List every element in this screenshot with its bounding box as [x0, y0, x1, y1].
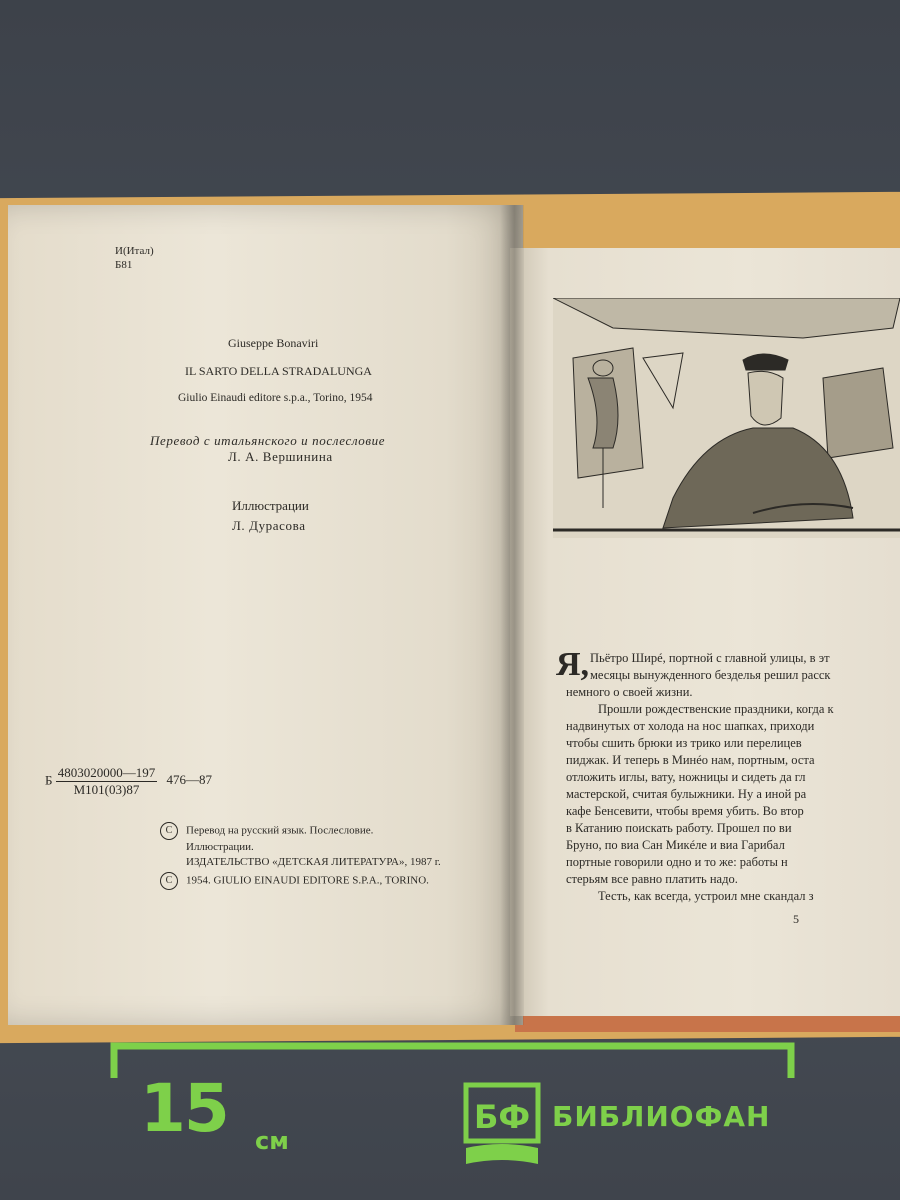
- book-gutter: [500, 205, 524, 1025]
- illustrator-name: Л. Дурасова: [232, 518, 306, 533]
- price-numerator: 4803020000—197: [57, 765, 156, 780]
- text-line: пиджак. И теперь в Минéо нам, портным, оста: [566, 753, 815, 767]
- udc-code-block: [115, 244, 154, 272]
- copyright-symbol-icon: C: [160, 822, 178, 840]
- translation-credit: Перевод с итальянского и послесловие: [150, 433, 386, 448]
- original-author: Giuseppe Bonaviri: [228, 336, 319, 350]
- dropcap: Я,: [556, 646, 590, 683]
- copyright-symbol-icon: C: [160, 872, 178, 890]
- text-line: Пьётро Ширé, портной с главной улицы, в эт: [590, 651, 830, 665]
- price-code: [45, 765, 212, 798]
- price-letter: Б: [45, 772, 53, 788]
- bbk-code: Б81: [115, 259, 133, 271]
- book-logo-icon: [463, 1082, 541, 1168]
- text-line: портные говорили одно и то же: работы н: [566, 855, 788, 869]
- text-line: Тесть, как всегда, устроил мне скандал з: [598, 889, 814, 903]
- text-line: кафе Бенсевити, чтобы время убить. Во втор: [566, 804, 804, 818]
- page-number: 5: [793, 912, 799, 926]
- text-line: мастерской, считая булыжники. Ну а иной ра: [566, 787, 807, 801]
- text-line: Прошли рождественские праздники, когда к: [598, 702, 834, 716]
- copyright-block-1: [160, 822, 441, 870]
- brand-name: БИБЛИОФАН: [552, 1100, 771, 1133]
- copyright-einaudi: 1954. GIULIO EINAUDI EDITORE S.P.A., TORINO.: [186, 874, 429, 887]
- text-line: чтобы сшить брюки из трико или перелицев: [566, 736, 802, 750]
- ruler-value: 15: [140, 1070, 228, 1147]
- logo-letters: БФ: [473, 1098, 531, 1136]
- illustrations-label: Иллюстрации: [232, 498, 309, 513]
- tailor-illustration: [553, 298, 900, 538]
- text-line: стерьям все равно платить надо.: [566, 872, 738, 886]
- copyright-block-2: [160, 872, 429, 890]
- original-title: IL SARTO DELLA STRADALUNGA: [185, 364, 372, 378]
- copyright-line-3: ИЗДАТЕЛЬСТВО «ДЕТСКАЯ ЛИТЕРАТУРА», 1987 г.: [186, 856, 441, 868]
- text-line: надвинутых от холода на нос шапках, приходи: [566, 719, 815, 733]
- translator-name: Л. А. Вершинина: [228, 449, 333, 464]
- price-fraction: [56, 765, 158, 798]
- original-publisher: Giulio Einaudi editore s.p.a., Torino, 1954: [178, 392, 373, 404]
- text-line: отложить иглы, вату, ножницы и сидеть да гл: [566, 770, 806, 784]
- ruler-unit: см: [255, 1127, 289, 1155]
- text-line: в Катанию поискать работу. Прошел по ви: [566, 821, 792, 835]
- price-denominator: М101(03)87: [73, 782, 140, 797]
- udc-code: И(Итал): [115, 245, 154, 257]
- price-suffix: 476—87: [166, 772, 212, 788]
- copyright-line-1: Перевод на русский язык. Послесловие.: [186, 824, 374, 837]
- text-line: месяцы вынужденного безделья решил расск: [590, 668, 831, 682]
- copyright-line-2: Иллюстрации.: [186, 841, 254, 853]
- text-line: Бруно, по виа Сан Микéле и виа Гарибал: [566, 838, 785, 852]
- left-page: [8, 205, 523, 1025]
- text-line: немного о своей жизни.: [566, 685, 693, 699]
